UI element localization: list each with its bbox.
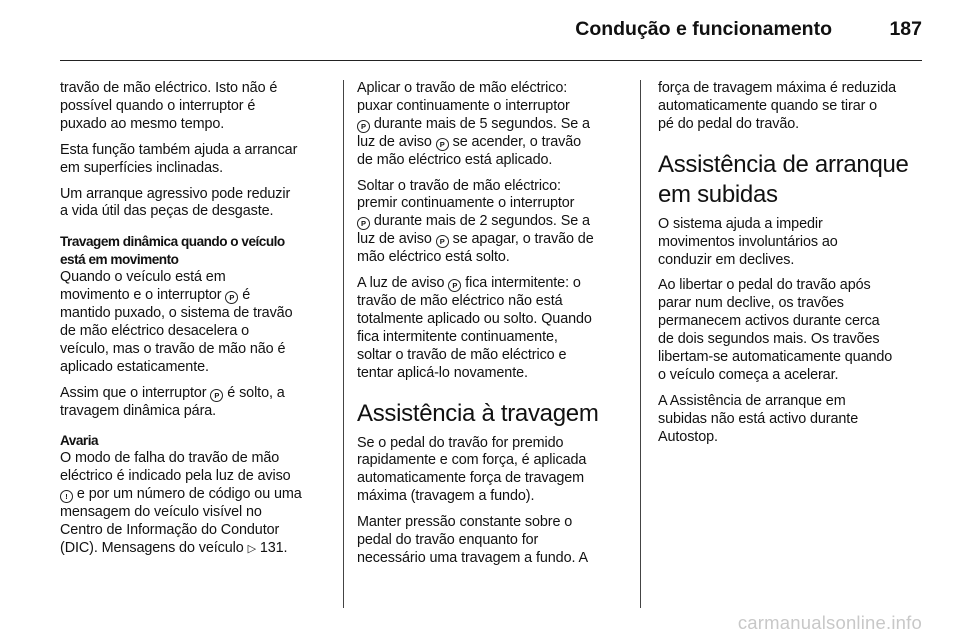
column-divider-right <box>640 80 641 608</box>
subheading-fault <box>60 432 328 450</box>
text-line: Travagem dinâmica quando o veículo <box>60 234 285 250</box>
text-run: durante mais de 5 segundos. Se a <box>370 115 590 132</box>
text-line: totalmente aplicado ou solto. Quando <box>357 310 592 327</box>
text-line: Assistência de arranque <box>658 150 909 178</box>
watermark: carmanualsonline.info <box>737 612 922 633</box>
text-line: pedal do travão enquanto for <box>357 532 539 549</box>
text-line <box>60 486 328 504</box>
paragraph <box>658 277 926 384</box>
text-line: Assistência à travagem <box>357 399 599 427</box>
brake-warning-icon: P <box>448 279 461 292</box>
text-line <box>60 385 328 403</box>
text-line: pé do pedal do travão. <box>658 115 800 132</box>
column-1 <box>60 80 328 567</box>
text-line: Um arranque agressivo pode reduzir <box>60 185 291 202</box>
text-run: luz de aviso <box>357 133 436 150</box>
text-line: está em movimento <box>60 252 179 268</box>
text-run: se acender, o travão <box>448 133 582 150</box>
parking-brake-switch-icon: P <box>225 291 238 304</box>
text-line: tentar aplicá-lo novamente. <box>357 364 528 381</box>
text-line: em subidas <box>658 180 778 208</box>
text-line <box>357 116 625 134</box>
parking-brake-switch-icon: P <box>357 120 370 133</box>
text-line: Centro de Informação do Condutor <box>60 521 280 538</box>
paragraph <box>658 216 926 270</box>
heading-brake-assist <box>357 399 625 429</box>
text-run: se apagar, o travão de <box>448 231 594 248</box>
text-line: Manter pressão constante sobre o <box>357 514 573 531</box>
text-line: aplicado estaticamente. <box>60 358 209 375</box>
paragraph <box>60 269 328 376</box>
text-line: A Assistência de arranque em <box>658 392 846 409</box>
text-line: veículo, mas o travão de mão não é <box>60 340 286 357</box>
text-line: permanecem activos durante cerca <box>658 313 880 330</box>
text-line: travão de mão eléctrico. Isto não é <box>60 80 278 96</box>
text-line <box>60 540 328 559</box>
text-line: automaticamente quando se tirar o <box>658 97 878 114</box>
text-line: parar num declive, os travões <box>658 295 844 312</box>
parking-brake-switch-icon: P <box>210 389 223 402</box>
text-run: movimento e o interruptor <box>60 287 226 304</box>
text-line: força de travagem máxima é reduzida <box>658 80 897 96</box>
brake-warning-icon: P <box>436 235 449 248</box>
paragraph <box>60 80 328 134</box>
text-run: e por um número de código ou uma <box>73 486 302 503</box>
text-run: fica intermitente: o <box>461 275 581 292</box>
heading-hill-start-assist <box>658 150 926 210</box>
paragraph <box>60 450 328 558</box>
paragraph <box>60 142 328 178</box>
page-reference-triangle-icon[interactable]: ▷ <box>247 542 256 555</box>
text-line <box>357 231 625 249</box>
text-run: 131. <box>255 539 288 556</box>
text-line: libertam-se automaticamente quando <box>658 349 893 366</box>
header-rule <box>60 60 922 61</box>
text-run: durante mais de 2 segundos. Se a <box>370 213 590 230</box>
text-run: é <box>238 287 251 304</box>
text-line: Aplicar o travão de mão eléctrico: <box>357 80 568 96</box>
text-line: Quando o veículo está em <box>60 269 226 286</box>
text-line: movimentos involuntários ao <box>658 233 838 250</box>
column-2 <box>357 80 625 576</box>
text-line: Ao libertar o pedal do travão após <box>658 277 871 294</box>
text-line: eléctrico é indicado pela luz de aviso <box>60 468 291 485</box>
text-line: Esta função também ajuda a arrancar <box>60 141 298 158</box>
column-divider-left <box>343 80 344 608</box>
text-line: puxado ao mesmo tempo. <box>60 115 225 132</box>
text-line: fica intermitente continuamente, <box>357 328 558 345</box>
text-line: máxima (travagem a fundo). <box>357 488 535 505</box>
paragraph <box>658 80 926 134</box>
text-line: de mão eléctrico está aplicado. <box>357 151 553 168</box>
text-line: O modo de falha do travão de mão <box>60 450 280 467</box>
text-line: Soltar o travão de mão eléctrico: <box>357 177 561 194</box>
text-line: em superfícies inclinadas. <box>60 159 223 176</box>
text-line <box>357 275 625 293</box>
text-line: mão eléctrico está solto. <box>357 249 510 266</box>
text-line: automaticamente força de travagem <box>357 470 585 487</box>
page-number: 187 <box>889 18 922 40</box>
text-line: a vida útil das peças de desgaste. <box>60 203 274 220</box>
text-run: Assim que o interruptor <box>60 384 211 401</box>
text-run: é solto, a <box>223 384 285 401</box>
text-line: o veículo começa a acelerar. <box>658 366 839 383</box>
text-line: mensagem do veículo visível no <box>60 504 262 521</box>
column-3 <box>658 80 926 455</box>
text-line <box>357 134 625 152</box>
subheading-dynamic-braking <box>60 233 328 269</box>
text-line: subidas não está activo durante <box>658 410 859 427</box>
paragraph <box>357 275 625 382</box>
parking-brake-switch-icon: P <box>357 217 370 230</box>
brake-warning-icon: P <box>436 138 449 151</box>
text-line: O sistema ajuda a impedir <box>658 215 823 232</box>
paragraph <box>357 514 625 568</box>
text-run: luz de aviso <box>357 231 436 248</box>
paragraph <box>60 385 328 421</box>
text-line: de mão eléctrico desacelera o <box>60 322 250 339</box>
text-line: Se o pedal do travão for premido <box>357 434 564 451</box>
text-line: soltar o travão de mão eléctrico e <box>357 346 567 363</box>
text-line: travão de mão eléctrico não está <box>357 292 563 309</box>
text-line <box>357 213 625 231</box>
text-line: travagem dinâmica pára. <box>60 402 217 419</box>
paragraph <box>357 80 625 170</box>
text-line: possível quando o interruptor é <box>60 97 256 114</box>
text-run: A luz de aviso <box>357 275 449 292</box>
paragraph <box>60 186 328 222</box>
text-line <box>60 287 328 305</box>
page-header-title: Condução e funcionamento <box>575 18 832 40</box>
text-line: mantido puxado, o sistema de travão <box>60 304 293 321</box>
paragraph <box>658 393 926 447</box>
paragraph <box>357 178 625 268</box>
paragraph <box>357 435 625 507</box>
text-line: Avaria <box>60 433 99 449</box>
text-line: rapidamente e com força, é aplicada <box>357 452 587 469</box>
brake-warning-icon: ! <box>60 490 73 503</box>
text-line: puxar continuamente o interruptor <box>357 97 570 114</box>
text-run: (DIC). Mensagens do veículo <box>60 539 248 556</box>
text-line: conduzir em declives. <box>658 251 795 268</box>
text-line: premir continuamente o interruptor <box>357 195 575 212</box>
text-line: Autostop. <box>658 428 718 445</box>
text-line: necessário uma travagem a fundo. A <box>357 549 588 566</box>
text-line: de dois segundos mais. Os travões <box>658 331 880 348</box>
